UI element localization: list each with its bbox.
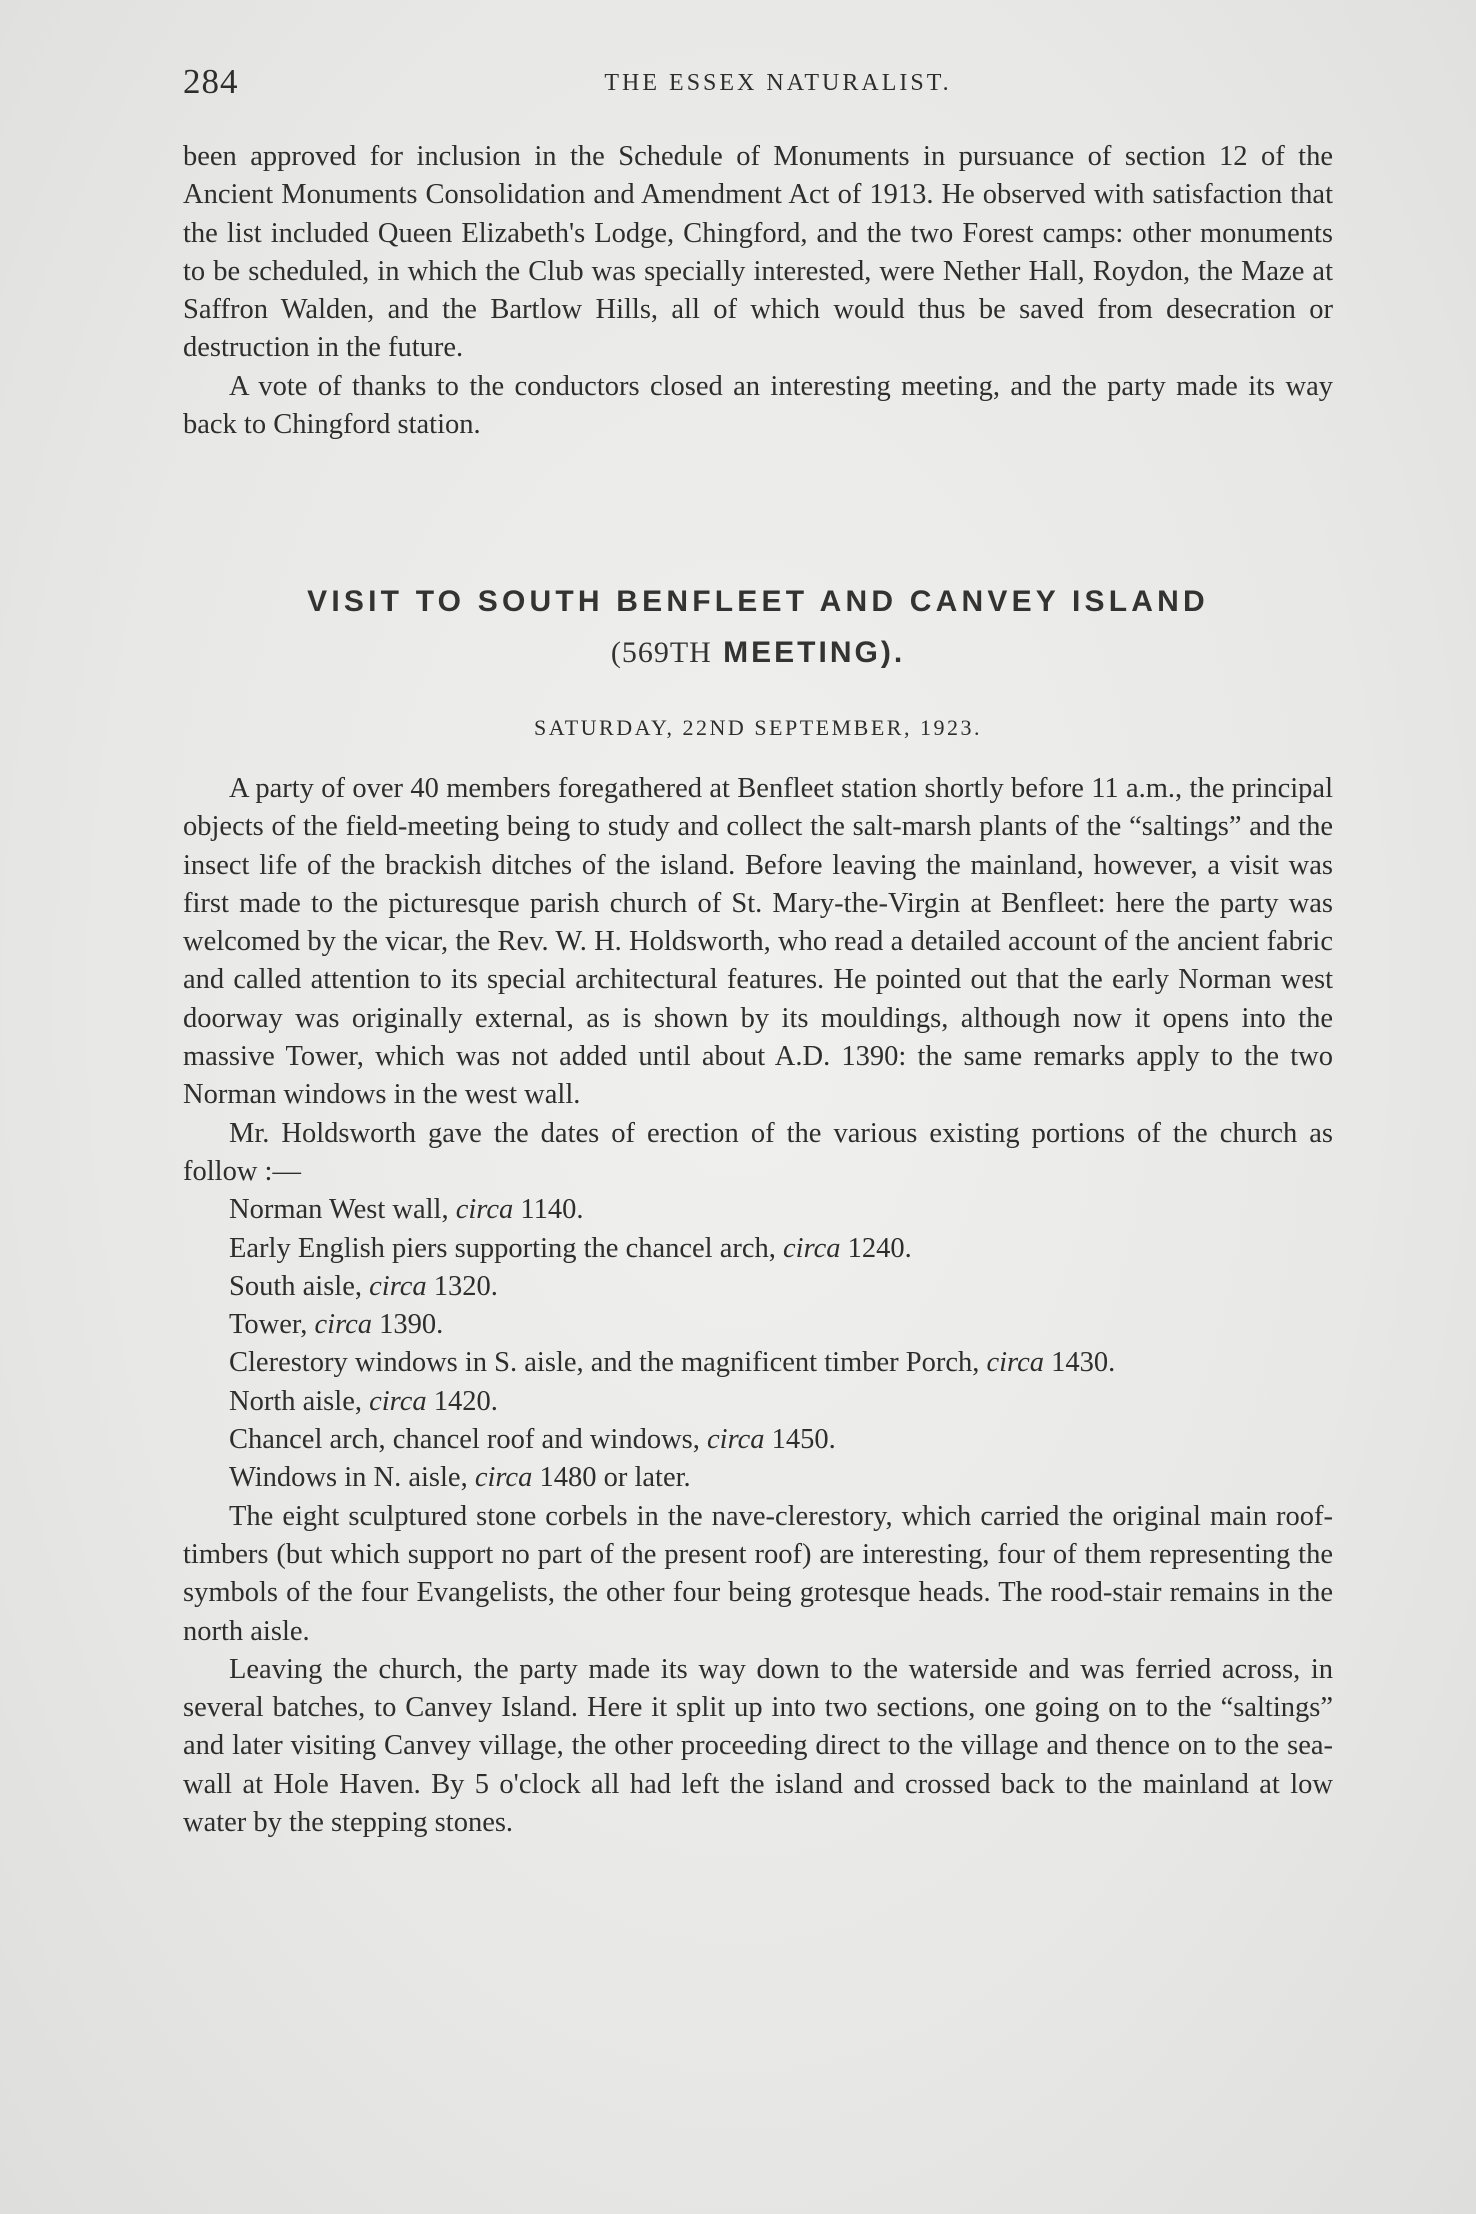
list-item-date: 1480 or later. [539, 1462, 691, 1494]
list-item-text: Norman West wall, [229, 1194, 449, 1226]
date-list-item [183, 1230, 1333, 1268]
intro-section [183, 138, 1333, 444]
date-list-item [183, 1268, 1333, 1306]
intro-paragraph: A vote of thanks to the conductors closed an interesting meeting, and the party made its way back to Chingford station. [183, 370, 1333, 441]
date-list-item [183, 1191, 1333, 1229]
body-paragraph: The eight sculptured stone corbels in the nave-clerestory, which carried the original main roof-timbers (but which support no part of the present roof) are interesting, four of them representing the symbols of the four Evangelists, the other four being grotesque heads. The rood-stair remains in the north aisle. [183, 1500, 1333, 1647]
list-item-circa: circa [707, 1424, 765, 1456]
section-title: VISIT TO SOUTH BENFLEET AND CANVEY ISLAND [307, 585, 1209, 618]
list-item-text: Windows in N. aisle, [229, 1462, 468, 1494]
list-item-date: 1140. [520, 1194, 584, 1226]
intro-paragraph: been approved for inclusion in the Schedule of Monuments in pursuance of section 12 of the Ancient Monuments Consolidation and Amendment Act of 1913. He observed with satisfaction that the list included Queen Elizabeth's Lodge, Chingford, and the two Forest camps: other monuments to be scheduled, in which the Club was specially interested, were Nether Hall, Roydon, the Maze at Saffron Walden, and the Bartlow Hills, all of which would thus be saved from desecration or destruction in the future. [183, 141, 1333, 364]
list-item-circa: circa [986, 1347, 1044, 1379]
list-item-text: Clerestory windows in S. aisle, and the magnificent timber Porch, [229, 1347, 980, 1379]
list-item-text: Chancel arch, chancel roof and windows, [229, 1424, 700, 1456]
list-item-circa: circa [455, 1194, 514, 1226]
body-paragraph: A party of over 40 members foregathered at Benfleet station shortly before 11 a.m., the principal objects of the field-meeting being to study and collect the salt-marsh plants of the “saltings” and the insect life of the brackish ditches of the island. Before leaving the mainland, however, a visit was first made to the picturesque parish church of St. Mary-the-Virgin at Benfleet: here the party was welcomed by the vicar, the Rev. W. H. Holdsworth, who read a detailed account of the ancient fabric and called attention to its special architectural features. He pointed out that the early Norman west doorway was originally external, as is shown by its mouldings, although now it opens into the massive Tower, which was not added until about A.D. 1390: the same remarks apply to the two Norman windows in the west wall. [183, 773, 1333, 1111]
date-list-item [183, 1306, 1333, 1344]
list-item-date: 1390. [379, 1309, 444, 1341]
meeting-number: (569TH [610, 636, 712, 669]
list-item-date: 1240. [847, 1232, 912, 1264]
list-item-text: North aisle, [229, 1385, 362, 1417]
date-list-item [183, 1383, 1333, 1421]
list-item-text: South aisle, [229, 1270, 362, 1302]
meeting-date: SATURDAY, 22ND SEPTEMBER, 1923. [534, 715, 982, 740]
erection-dates-list [183, 1191, 1333, 1497]
section-subtitle [183, 636, 1333, 670]
meeting-label: MEETING). [723, 636, 906, 669]
date-list-item [183, 1459, 1333, 1497]
list-item-circa: circa [369, 1270, 427, 1302]
list-item-date: 1320. [433, 1270, 498, 1302]
page-number: 284 [183, 62, 239, 101]
list-item-date: 1450. [771, 1424, 836, 1456]
list-item-circa: circa [474, 1462, 533, 1494]
journal-title: THE ESSEX NATURALIST. [604, 70, 952, 96]
list-item-circa: circa [314, 1309, 373, 1341]
body-paragraph: Mr. Holdsworth gave the dates of erection of the various existing portions of the church as follow :— [183, 1117, 1333, 1187]
list-item-date: 1420. [433, 1385, 498, 1417]
date-list-item [183, 1344, 1333, 1382]
date-list-item [183, 1421, 1333, 1459]
list-item-date: 1430. [1051, 1347, 1116, 1379]
running-head [183, 62, 1333, 112]
list-item-circa: circa [369, 1385, 427, 1417]
main-section [183, 770, 1333, 1842]
list-item-text: Early English piers supporting the chancel arch, [229, 1232, 776, 1264]
list-item-text: Tower, [229, 1309, 308, 1341]
body-paragraph: Leaving the church, the party made its way down to the waterside and was ferried across, in several batches, to Canvey Island. Here it split up into two sections, one going on to the “saltings” and later visiting Canvey village, the other proceeding direct to the village and thence on to the sea-wall at Hole Haven. By 5 o'clock all had left the island and crossed back to the mainland at low water by the stepping stones. [183, 1653, 1333, 1839]
list-item-circa: circa [783, 1232, 841, 1264]
